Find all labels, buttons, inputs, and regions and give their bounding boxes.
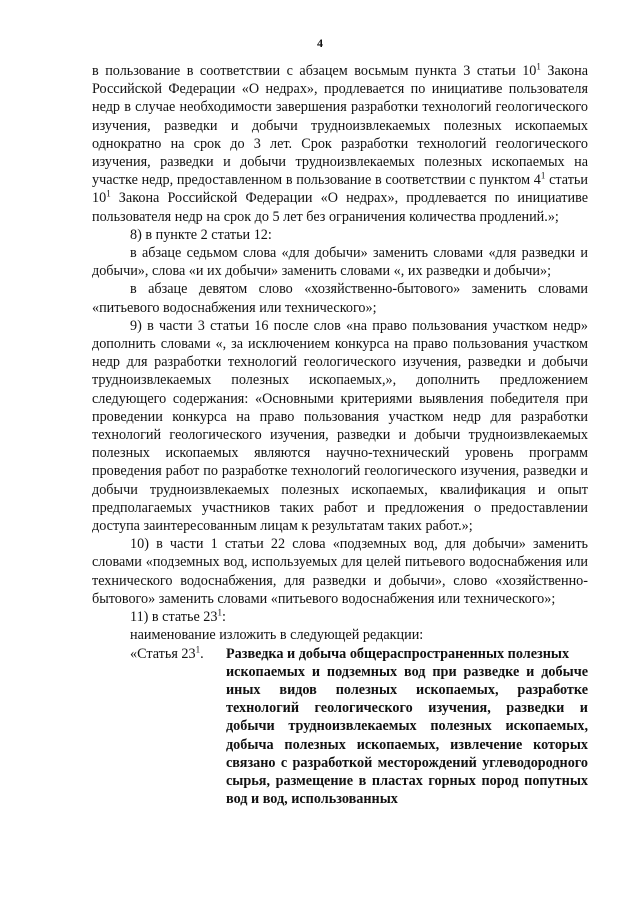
paragraph-8: наименование изложить в следующей редакции:	[130, 627, 424, 644]
document-body	[92, 62, 588, 808]
paragraph-2: 8) в пункте 2 статьи 12:	[130, 226, 272, 243]
article-heading	[92, 645, 588, 663]
paragraph-3: в абзаце седьмом слова «для добычи» заменить словами «для разведки и добычи», слова «и их добычи» заменить словами «, их разведки и добычи»;	[92, 245, 588, 280]
article-title-continuation: ископаемых и подземных вод при разведке и добыче иных видов полезных ископаемых, разработке технологий геологического изучения, разведки и добычи трудноизвлекаемых полезных ископаемых, добыча полезных ископаемых, извлечение которых связано с разработкой месторождений углеводородного сырья, размещение в пластах горных пород попутных вод и вод, использованных	[226, 663, 588, 808]
paragraph-4: в абзаце девятом слово «хозяйственно-бытового» заменить словами «питьевого водоснабжения или технического»;	[92, 281, 588, 316]
article-label: «Статья $23^1$.	[130, 643, 204, 662]
page-number: 4	[317, 36, 323, 50]
paragraph-7: 11) в статье $23^1$:	[130, 607, 226, 626]
paragraph-5: 9) в части 3 статьи 16 после слов «на право пользования участком недр» дополнить словами «, за исключением конкурса на право пользования участком недр для разработки технологий геологического изучения, разведки и добычи трудноизвлекаемых полезных ископаемых,», дополнить предложением следующего содержания: «Основными критериями выявления победителя при проведении конкурса на право пользования участком недр для разработки технологий геологического изучения, разведки и добычи трудноизвлекаемых полезных ископаемых являются научно-технический уровень программ проведения работ по разработке технологий геологического изучения, разведки и добычи трудноизвлекаемых полезных ископаемых, квалификация и опыт предполагаемых участников таких работ и предложения о предоставлении доступа заинтересованным лицам к результатам таких работ.»;	[92, 317, 588, 535]
paragraph-1: в пользование в соответствии с абзацем восьмым пункта 3 статьи $10^1$ Закона Российской Федерации «О недрах», продлевается по инициативе пользователя недр в случае необходимости завершения разработки технологий геологического изучения, разведки и добычи трудноизвлекаемых полезных ископаемых однократно на срок до 3 лет. Срок разработки технологий геологического изучения, разведки и добычи трудноизвлекаемых полезных ископаемых на участке недр, предоставленном в пользование в соответствии с пунктом $4^1$ статьи $10^1$ Закона Российской Федерации «О недрах», продлевается по инициативе пользователя недр на срок до 5 лет без ограничения количества продлений.»;	[92, 61, 588, 225]
paragraph-6: 10) в части 1 статьи 22 слова «подземных вод, для добычи» заменить словами «подземных вод, используемых для целей питьевого водоснабжения или технического водоснабжения, для разведки и добычи», слово «хозяйственно-бытового» заменить словами «питьевого водоснабжения или технического»;	[92, 536, 588, 607]
article-title-first-line: Разведка и добыча общераспространенных полезных	[226, 645, 570, 662]
